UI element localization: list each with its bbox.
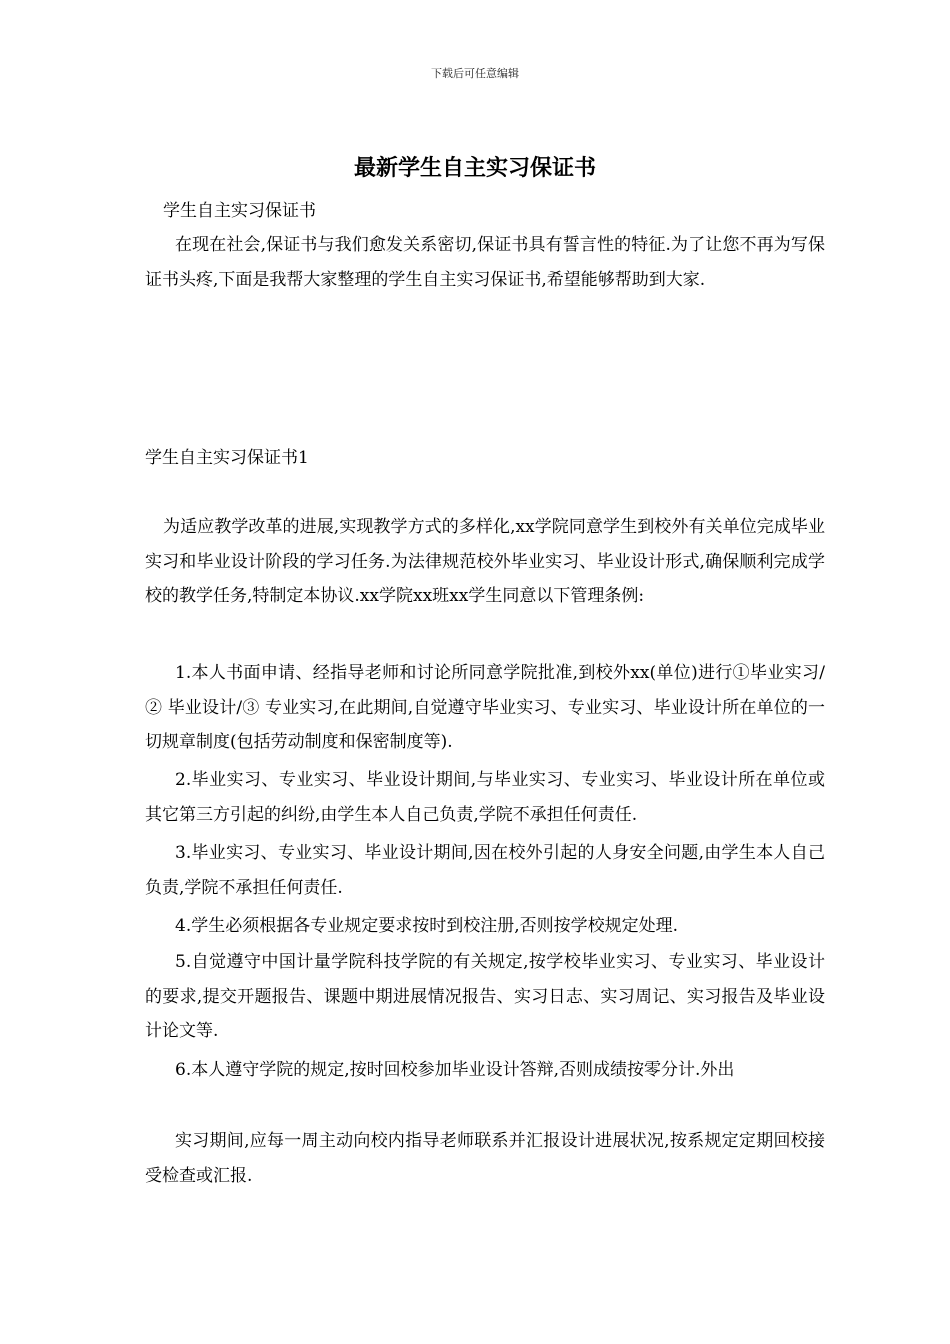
header-note: 下载后可任意编辑	[431, 67, 519, 80]
item-3: 3.毕业实习、专业实习、毕业设计期间,因在校外引起的人身安全问题,由学生本人自己负责,学院不承担任何责任.	[145, 843, 825, 898]
section-intro-paragraph: 为适应教学改革的进展,实现教学方式的多样化,xx学院同意学生到校外有关单位完成毕业实习和毕业设计阶段的学习任务.为法律规范校外毕业实习、毕业设计形式,确保顺利完成学校的教学任务,特制定本协议.xx学院xx班xx学生同意以下管理条例:	[145, 517, 825, 606]
section-heading: 学生自主实习保证书1	[145, 448, 309, 468]
intro-paragraph: 在现在社会,保证书与我们愈发关系密切,保证书具有誓言性的特征.为了让您不再为写保证书头疼,下面是我帮大家整理的学生自主实习保证书,希望能够帮助到大家.	[145, 235, 825, 290]
page-title: 最新学生自主实习保证书	[353, 156, 596, 181]
item-2: 2.毕业实习、专业实习、毕业设计期间,与毕业实习、专业实习、毕业设计所在单位或其它第三方引起的纠纷,由学生本人自己负责,学院不承担任何责任.	[145, 770, 825, 825]
item-6: 6.本人遵守学院的规定,按时回校参加毕业设计答辩,否则成绩按零分计.外出	[175, 1060, 735, 1080]
item-1: 1.本人书面申请、经指导老师和讨论所同意学院批准,到校外xx(单位)进行①毕业实习/② 毕业设计/③ 专业实习,在此期间,自觉遵守毕业实习、专业实习、毕业设计所在单位的一切规章制度(包括劳动制度和保密制度等).	[145, 663, 825, 752]
item-4: 4.学生必须根据各专业规定要求按时到校注册,否则按学校规定处理.	[175, 916, 679, 936]
item-5: 5.自觉遵守中国计量学院科技学院的有关规定,按学校毕业实习、专业实习、毕业设计的要求,提交开题报告、课题中期进展情况报告、实习日志、实习周记、实习报告及毕业设计论文等.	[145, 952, 825, 1041]
item-6-continued: 实习期间,应每一周主动向校内指导老师联系并汇报设计进展状况,按系规定定期回校接受检查或汇报.	[145, 1131, 825, 1186]
subtitle: 学生自主实习保证书	[163, 201, 316, 221]
